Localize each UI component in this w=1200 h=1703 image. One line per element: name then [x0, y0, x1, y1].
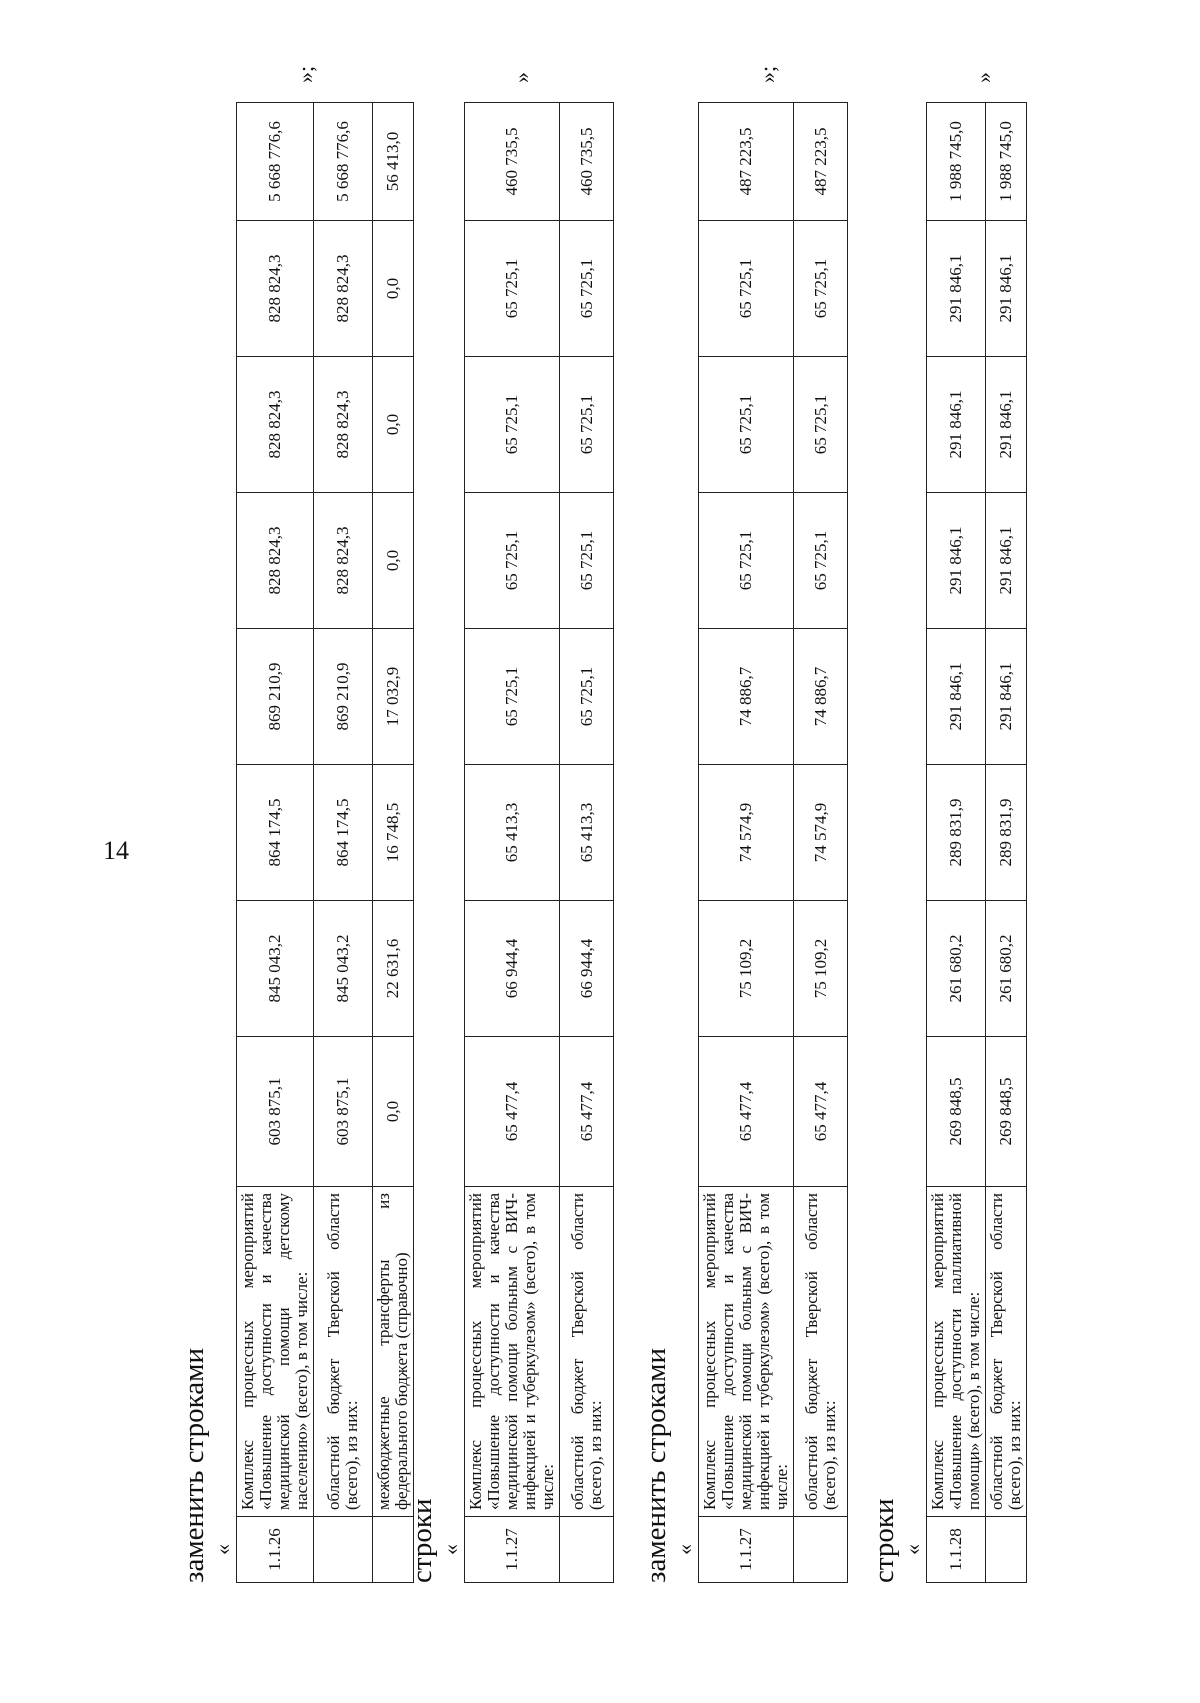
- value-cell: 22 631,6: [373, 901, 414, 1037]
- row-description: областной бюджет Тверской области (всего), из них:: [314, 1187, 373, 1517]
- value-cell: 289 831,9: [986, 765, 1027, 901]
- value-cell: 65 477,4: [794, 1037, 848, 1187]
- block-heading: строки: [406, 1498, 438, 1583]
- opening-quote: «: [900, 1544, 925, 1555]
- opening-quote: «: [672, 1544, 697, 1555]
- closing-quote: »;: [293, 65, 318, 83]
- value-cell: 16 748,5: [373, 765, 414, 901]
- value-cell: 65 725,1: [794, 357, 848, 493]
- value-cell: 460 735,5: [465, 103, 560, 221]
- row-description: Комплекс процессных мероприятий «Повышение доступности паллиативной помощи» (всего), в том числе:: [927, 1187, 986, 1517]
- value-cell: 869 210,9: [314, 629, 373, 765]
- amendment-block: [868, 72, 1027, 1583]
- value-cell: 0,0: [373, 221, 414, 357]
- value-cell: 74 886,7: [699, 629, 794, 765]
- value-cell: 0,0: [373, 1037, 414, 1187]
- value-cell: 269 848,5: [927, 1037, 986, 1187]
- row-description: областной бюджет Тверской области (всего), из них:: [986, 1187, 1027, 1517]
- table-row: [794, 103, 848, 1583]
- value-cell: 65 725,1: [560, 629, 614, 765]
- value-cell: 75 109,2: [794, 901, 848, 1037]
- row-code: 1.1.27: [465, 1517, 560, 1583]
- value-cell: 487 223,5: [794, 103, 848, 221]
- value-cell: 291 846,1: [927, 493, 986, 629]
- value-cell: 828 824,3: [314, 357, 373, 493]
- value-cell: 65 413,3: [465, 765, 560, 901]
- value-cell: 65 725,1: [699, 357, 794, 493]
- amendment-block: [178, 65, 414, 1583]
- row-description: межбюджетные трансферты из федерального бюджета (справочно): [373, 1187, 414, 1517]
- value-cell: 65 725,1: [699, 493, 794, 629]
- value-cell: 65 725,1: [560, 493, 614, 629]
- budget-table: [236, 102, 414, 1583]
- value-cell: 291 846,1: [927, 221, 986, 357]
- value-cell: 487 223,5: [699, 103, 794, 221]
- value-cell: 828 824,3: [314, 221, 373, 357]
- value-cell: 65 725,1: [560, 357, 614, 493]
- value-cell: 74 574,9: [699, 765, 794, 901]
- table-row: [986, 103, 1027, 1583]
- value-cell: 261 680,2: [986, 901, 1027, 1037]
- value-cell: 17 032,9: [373, 629, 414, 765]
- closing-quote: »: [971, 72, 996, 83]
- value-cell: 460 735,5: [560, 103, 614, 221]
- value-cell: 845 043,2: [237, 901, 314, 1037]
- row-description: Комплекс процессных мероприятий «Повышение доступности и качества медицинской помощи больным с ВИЧ-инфекцией и туберкулезом» (всего), в том числе:: [465, 1187, 560, 1517]
- page-number: 14: [103, 836, 129, 865]
- value-cell: 845 043,2: [314, 901, 373, 1037]
- value-cell: 5 668 776,6: [237, 103, 314, 221]
- value-cell: 603 875,1: [237, 1037, 314, 1187]
- row-code: 1.1.26: [237, 1517, 314, 1583]
- value-cell: 864 174,5: [314, 765, 373, 901]
- value-cell: 291 846,1: [927, 629, 986, 765]
- closing-quote: »: [509, 72, 534, 83]
- row-description: областной бюджет Тверской области (всего), из них:: [560, 1187, 614, 1517]
- value-cell: 603 875,1: [314, 1037, 373, 1187]
- value-cell: 291 846,1: [927, 357, 986, 493]
- amendment-block: [640, 65, 848, 1583]
- row-code: [794, 1517, 848, 1583]
- value-cell: 65 413,3: [560, 765, 614, 901]
- value-cell: 0,0: [373, 493, 414, 629]
- value-cell: 828 824,3: [314, 493, 373, 629]
- value-cell: 289 831,9: [927, 765, 986, 901]
- table-row: [465, 103, 560, 1583]
- value-cell: 291 846,1: [986, 493, 1027, 629]
- value-cell: 65 725,1: [794, 493, 848, 629]
- row-code: [314, 1517, 373, 1583]
- value-cell: 65 477,4: [560, 1037, 614, 1187]
- value-cell: 0,0: [373, 357, 414, 493]
- row-code: 1.1.28: [927, 1517, 986, 1583]
- row-description: Комплекс процессных мероприятий «Повышение доступности и качества медицинской помощи детскому населению» (всего), в том числе:: [237, 1187, 314, 1517]
- value-cell: 74 886,7: [794, 629, 848, 765]
- value-cell: 75 109,2: [699, 901, 794, 1037]
- value-cell: 5 668 776,6: [314, 103, 373, 221]
- amendment-block: [406, 72, 614, 1583]
- closing-quote: »;: [755, 65, 780, 83]
- value-cell: 66 944,4: [560, 901, 614, 1037]
- value-cell: 65 725,1: [465, 629, 560, 765]
- value-cell: 65 477,4: [699, 1037, 794, 1187]
- value-cell: 65 725,1: [465, 221, 560, 357]
- row-code: 1.1.27: [699, 1517, 794, 1583]
- value-cell: 291 846,1: [986, 629, 1027, 765]
- value-cell: 56 413,0: [373, 103, 414, 221]
- value-cell: 269 848,5: [986, 1037, 1027, 1187]
- table-row: [560, 103, 614, 1583]
- value-cell: 65 725,1: [560, 221, 614, 357]
- row-description: областной бюджет Тверской области (всего), из них:: [794, 1187, 848, 1517]
- value-cell: 66 944,4: [465, 901, 560, 1037]
- row-code: [986, 1517, 1027, 1583]
- value-cell: 864 174,5: [237, 765, 314, 901]
- budget-table: [698, 102, 848, 1583]
- block-heading: заменить строками: [640, 1347, 672, 1583]
- value-cell: 828 824,3: [237, 221, 314, 357]
- value-cell: 261 680,2: [927, 901, 986, 1037]
- value-cell: 74 574,9: [794, 765, 848, 901]
- value-cell: 1 988 745,0: [927, 103, 986, 221]
- value-cell: 65 725,1: [794, 221, 848, 357]
- table-row: [927, 103, 986, 1583]
- value-cell: 1 988 745,0: [986, 103, 1027, 221]
- row-code: [560, 1517, 614, 1583]
- row-description: Комплекс процессных мероприятий «Повышение доступности и качества медицинской помощи больным с ВИЧ-инфекцией и туберкулезом» (всего), в том числе:: [699, 1187, 794, 1517]
- block-heading: строки: [868, 1498, 900, 1583]
- opening-quote: «: [438, 1544, 463, 1555]
- budget-table: [464, 102, 614, 1583]
- value-cell: 65 725,1: [699, 221, 794, 357]
- value-cell: 65 725,1: [465, 357, 560, 493]
- value-cell: 828 824,3: [237, 357, 314, 493]
- budget-table: [926, 102, 1027, 1583]
- table-row: [314, 103, 373, 1583]
- block-heading: заменить строками: [178, 1347, 210, 1583]
- value-cell: 291 846,1: [986, 221, 1027, 357]
- value-cell: 828 824,3: [237, 493, 314, 629]
- value-cell: 65 477,4: [465, 1037, 560, 1187]
- value-cell: 65 725,1: [465, 493, 560, 629]
- value-cell: 291 846,1: [986, 357, 1027, 493]
- opening-quote: «: [210, 1544, 235, 1555]
- table-row: [237, 103, 314, 1583]
- table-row: [699, 103, 794, 1583]
- value-cell: 869 210,9: [237, 629, 314, 765]
